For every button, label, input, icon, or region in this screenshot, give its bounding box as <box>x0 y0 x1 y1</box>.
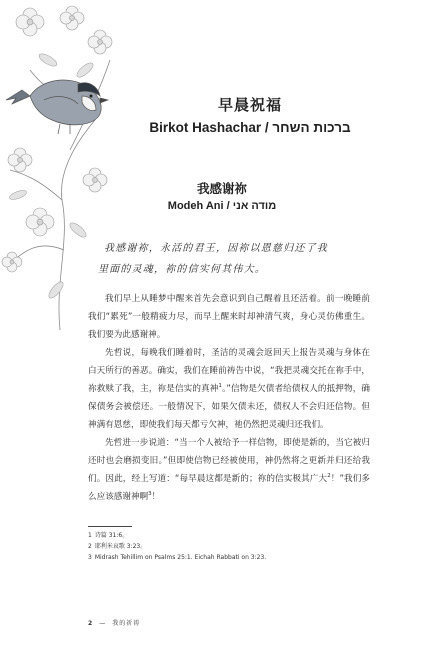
prayer-text <box>98 238 394 280</box>
footnote-ref[interactable]: 1 <box>218 383 222 390</box>
section-subtitle: Modeh Ani / מודה אני <box>167 200 277 212</box>
prayer-line: 我感谢祢，永活的君王，因祢以恩慈归还了我 <box>104 243 328 254</box>
chapter-heading <box>120 95 380 138</box>
paragraph: 先哲进一步说道：“当一个人被给予一样信物，即使是新的，当它被归还时也会磨损变旧。”但即使信物已经被使用，神仍然将之更新并归还给我们。因此，经上写道：“每早晨这都是新的；祢的信实极其广大$^2$！”我们多么应该感谢神啊$^3$！ <box>88 438 370 502</box>
footnotes <box>88 530 378 563</box>
footnote: 1 诗篇 31:6。 <box>88 532 129 539</box>
footer-dash: — <box>99 620 107 627</box>
commentary-text <box>88 290 370 506</box>
footnote-ref[interactable]: 3 <box>148 491 152 498</box>
footnote-divider <box>88 526 132 527</box>
chapter-title: 早晨祝福 <box>217 96 282 114</box>
paragraph: 先哲说，每晚我们睡着时，圣洁的灵魂会返回天上报告灵魂与身体在白天所行的善恶。确实，我们在睡前祷告中说，“我把灵魂交托在祢手中，祢救赎了我，主，祢是信实的真神$^1$。”信物是欠债者给债权人的抵押物，确保债务会被偿还。一般情况下，如果欠债未还，债权人不会归还信物。但神满有恩慈，即使我们每天都亏欠神，祂仍然把灵魂归还我们。 <box>88 348 370 430</box>
footnote-ref[interactable]: 2 <box>327 473 331 480</box>
prayer-line: 里面的灵魂，祢的信实何其伟大。 <box>98 264 266 275</box>
paragraph: 我们早上从睡梦中醒来首先会意识到自己醒着且还活着。前一晚睡前我们“累死”一般精疲力尽，而早上醒来时却神清气爽，身心灵仿佛重生。我们要为此感谢神。 <box>88 294 370 340</box>
section-heading <box>40 180 404 215</box>
page-number: 2 <box>88 620 94 627</box>
section-title: 我感谢祢 <box>196 181 247 196</box>
footnote: 2 耶利米哀歌 3:23。 <box>88 543 147 550</box>
footnote: 3 Midrash Tehillim on Psalms 25:1. Eichah Rabbati on 3:23. <box>88 554 267 561</box>
page-footer <box>88 618 140 627</box>
book-title: 我的祈祷 <box>112 620 141 627</box>
chapter-subtitle: Birkot Hashachar / ברכות השחר <box>149 120 351 135</box>
bird-blossom-illustration <box>0 0 120 330</box>
